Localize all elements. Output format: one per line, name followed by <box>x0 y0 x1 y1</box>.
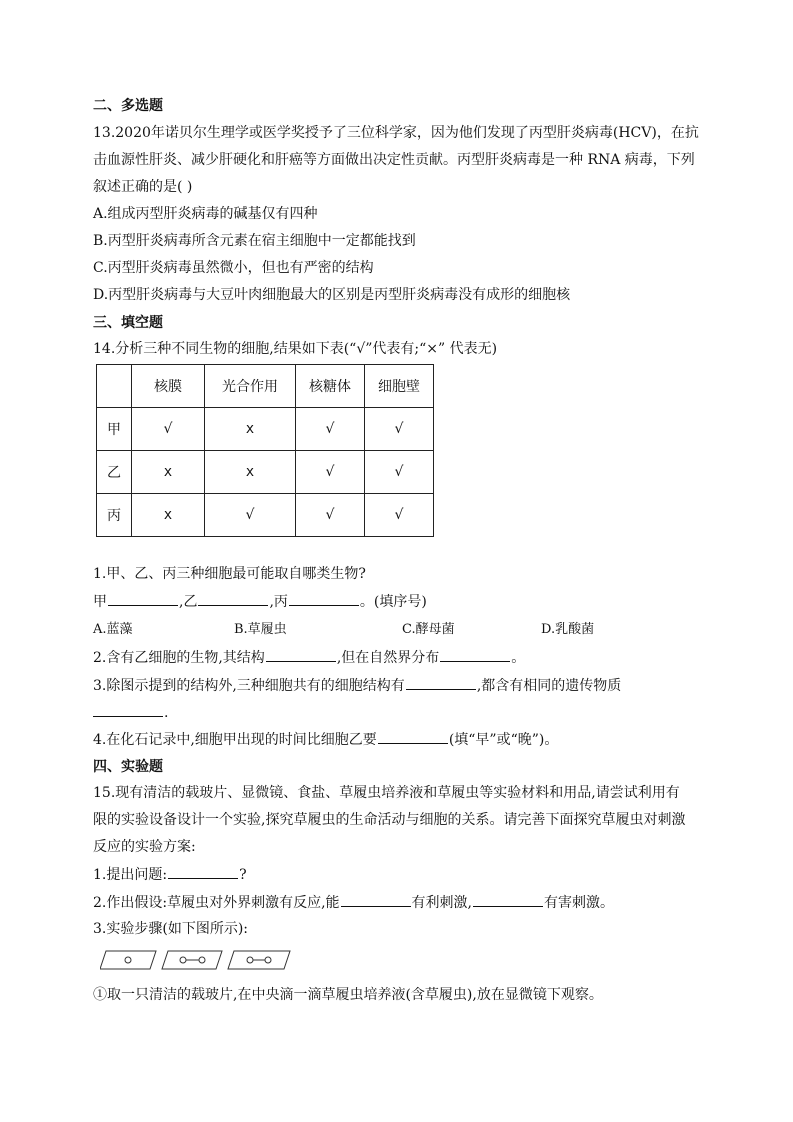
table-cell: √ <box>296 451 365 494</box>
section-heading-multiple-choice: 二、多选题 <box>93 98 163 114</box>
question-13-option-d: D.丙型肝炎病毒与大豆叶肉细胞最大的区别是丙型肝炎病毒没有成形的细胞核 <box>93 287 571 303</box>
answer-blank[interactable] <box>289 591 359 606</box>
slide-diagram <box>100 949 300 971</box>
answer-blank[interactable] <box>108 591 178 606</box>
question-15-text-line-3: 反应的实验方案: <box>93 839 196 855</box>
sub-2-text-b: ,但在自然界分布 <box>336 650 440 666</box>
organism-option-d: D.乳酸菌 <box>541 622 595 637</box>
answer-blank[interactable] <box>406 675 476 690</box>
question-14-organism-options <box>93 620 613 640</box>
question-13-option-c: C.丙型肝炎病毒虽然微小，但也有严密的结构 <box>93 260 374 276</box>
blank-instruction: 。(填序号) <box>359 594 427 610</box>
question-13-option-b: B.丙型肝炎病毒所含元素在宿主细胞中一定都能找到 <box>93 233 416 249</box>
answer-blank[interactable] <box>378 729 448 744</box>
table-header-cell <box>97 365 132 408</box>
table-cell: √ <box>296 408 365 451</box>
section-heading-experiment: 四、实验题 <box>93 759 163 775</box>
question-13-option-a: A.组成丙型肝炎病毒的碱基仅有四种 <box>93 206 318 222</box>
sub-3-text-a: 3.除图示提到的结构外,三种细胞共有的细胞结构有 <box>93 678 405 694</box>
cell-comparison-table <box>96 364 434 537</box>
sub-2-text-c: 。 <box>511 650 526 666</box>
sub-4-text-b: (填“早”或“晚”)。 <box>448 732 559 748</box>
table-header-row <box>97 365 434 408</box>
answer-blank[interactable] <box>198 591 268 606</box>
question-14-sub-3 <box>93 675 621 696</box>
table-row <box>97 408 434 451</box>
blank-label-jia: 甲 <box>93 594 107 610</box>
organism-option-c: C.酵母菌 <box>402 622 455 637</box>
table-header-cell: 细胞壁 <box>365 365 434 408</box>
blank-label-yi: ,乙 <box>179 594 198 610</box>
table-row-label: 乙 <box>97 451 132 494</box>
step-2-text-c: 有害刺激。 <box>543 895 614 911</box>
sub-4-text-a: 4.在化石记录中,细胞甲出现的时间比细胞乙要 <box>93 732 377 748</box>
answer-blank[interactable] <box>473 892 543 907</box>
answer-blank[interactable] <box>341 892 411 907</box>
question-14-sub-2 <box>93 647 525 668</box>
table-row-label: 丙 <box>97 494 132 537</box>
slide-connected-drops-icon <box>228 951 290 969</box>
table-row <box>97 451 434 494</box>
table-cell: x <box>205 451 296 494</box>
answer-blank[interactable] <box>440 647 510 662</box>
question-14-sub-1-blanks <box>93 591 427 612</box>
table-cell: √ <box>365 408 434 451</box>
question-15-step-3-1: ①取一只清洁的载玻片,在中央滴一滴草履虫培养液(含草履虫),放在显微镜下观察。 <box>93 987 603 1003</box>
question-15-step-2 <box>93 892 614 913</box>
table-cell: √ <box>365 451 434 494</box>
table-cell: √ <box>365 494 434 537</box>
blank-label-bing: ,丙 <box>269 594 288 610</box>
step-1-mark: ? <box>239 867 247 883</box>
question-14-sub-4 <box>93 729 558 750</box>
section-heading-fill-in: 三、填空题 <box>93 315 163 331</box>
table-cell: x <box>205 408 296 451</box>
answer-blank[interactable] <box>93 702 163 717</box>
sub-2-text-a: 2.含有乙细胞的生物,其结构 <box>93 650 265 666</box>
question-14-sub-3-continued <box>93 702 168 723</box>
question-15-text-line-1: 15.现有清洁的载玻片、显微镜、食盐、草履虫培养液和草履虫等实验材料和用品,请尝试利用有 <box>93 785 680 801</box>
table-header-cell: 核糖体 <box>296 365 365 408</box>
organism-option-b: B.草履虫 <box>234 622 287 637</box>
slide-one-drop-icon <box>100 951 156 969</box>
sub-3-text-b: ,都含有相同的遗传物质 <box>476 678 622 694</box>
table-cell: x <box>132 451 205 494</box>
table-cell: √ <box>132 408 205 451</box>
question-14-intro: 14.分析三种不同生物的细胞,结果如下表(“√”代表有;“×” 代表无) <box>93 341 498 357</box>
answer-blank[interactable] <box>266 647 336 662</box>
question-13-text-line-3: 叙述正确的是( ) <box>93 179 193 195</box>
table-cell: √ <box>205 494 296 537</box>
table-header-cell: 光合作用 <box>205 365 296 408</box>
step-1-text: 1.提出问题: <box>93 867 168 883</box>
question-15-step-3: 3.实验步骤(如下图所示): <box>93 921 248 937</box>
table-row <box>97 494 434 537</box>
table-row-label: 甲 <box>97 408 132 451</box>
step-2-text-a: 2.作出假设:草履虫对外界刺激有反应,能 <box>93 895 340 911</box>
question-15-step-1 <box>93 864 247 885</box>
question-15-text-line-2: 限的实验设备设计一个实验,探究草履虫的生命活动与细胞的关系。请完善下面探究草履虫对刺激 <box>93 812 686 828</box>
table-cell: x <box>132 494 205 537</box>
sub-3-text-c: . <box>164 705 169 721</box>
table-header-cell: 核膜 <box>132 365 205 408</box>
question-13-text-line-2: 击血源性肝炎、减少肝硬化和肝癌等方面做出决定性贡献。丙型肝炎病毒是一种 RNA 病毒，下列 <box>93 152 695 168</box>
organism-option-a: A.蓝藻 <box>93 622 133 637</box>
table-cell: √ <box>296 494 365 537</box>
answer-blank[interactable] <box>168 864 238 879</box>
slide-two-drops-icon <box>162 951 222 969</box>
question-14-sub-1: 1.甲、乙、丙三种细胞最可能取自哪类生物? <box>93 566 366 582</box>
step-2-text-b: 有利刺激, <box>411 895 472 911</box>
question-13-text-line-1: 13.2020年诺贝尔生理学或医学奖授予了三位科学家，因为他们发现了丙型肝炎病毒(HCV)，在抗 <box>93 125 699 141</box>
